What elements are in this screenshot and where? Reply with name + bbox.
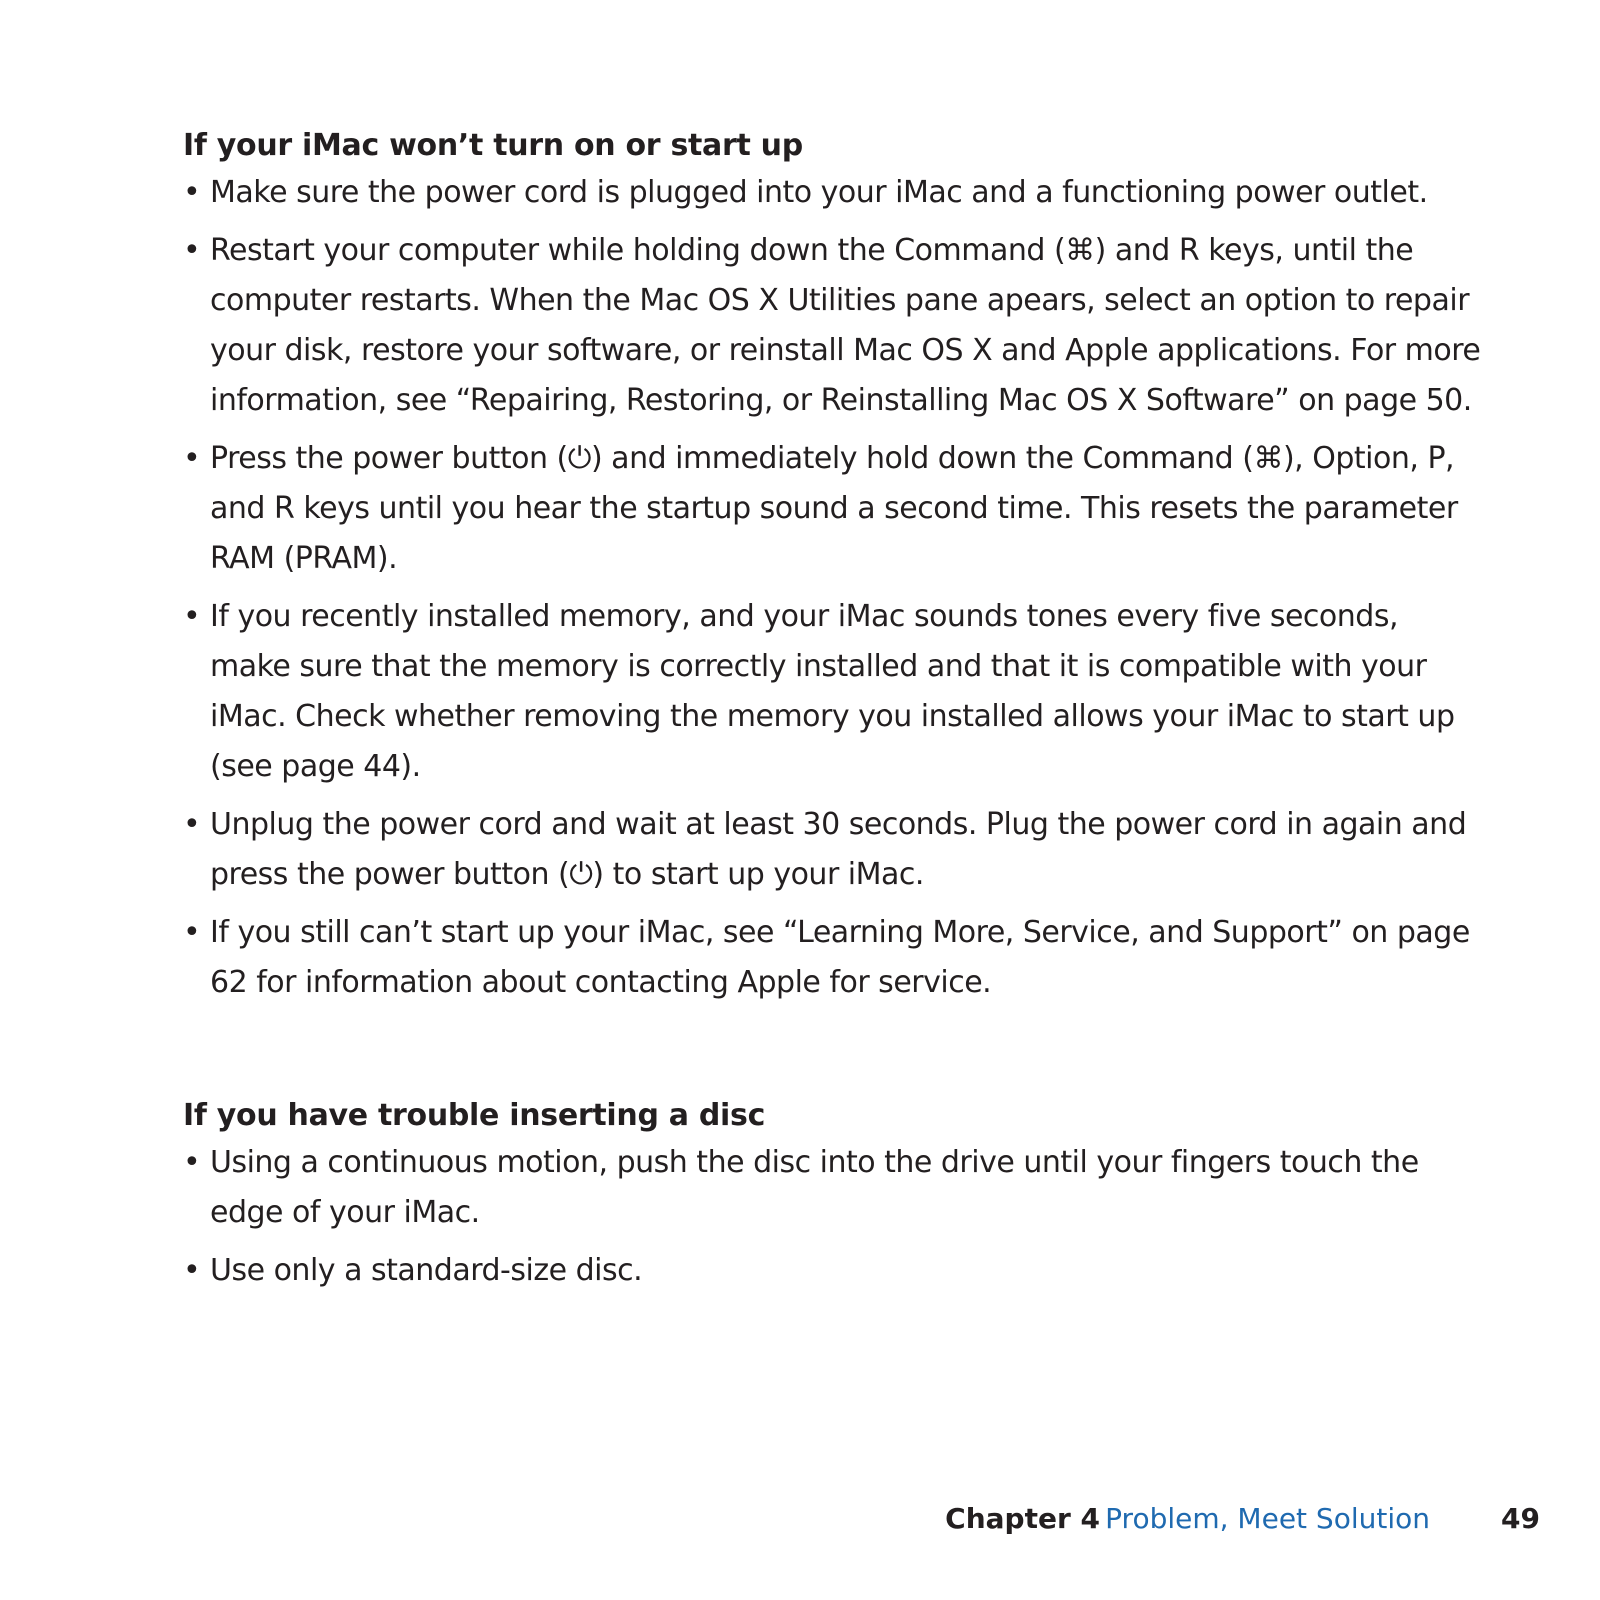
chapter-label: Chapter 4 [945,1502,1100,1535]
section-heading: If you have trouble inserting a disc [183,1098,766,1133]
bullet-icon: • [183,1145,201,1180]
bullet-icon: • [183,233,201,268]
list-item-text: If you recently installed memory, and your iMac sounds tones every five seconds, make sure that the memory is correctly installed and that it is compatible with your iMac. Check whether removing the memory you installed allows your iMac to start up (see page 44). [210,599,1455,784]
bullet-icon: • [183,1253,201,1288]
list-item [183,434,1483,584]
bullet-icon: • [183,599,201,634]
bullet-icon: • [183,175,201,210]
list-item [183,592,1483,792]
list-item-text: If you still can’t start up your iMac, see “Learning More, Service, and Support” on page 62 for information about contacting Apple for service. [210,915,1470,1000]
section-disc [183,1098,1483,1296]
list-item [183,168,1483,218]
bullet-icon: • [183,441,201,476]
list-item [183,908,1483,1008]
section-startup [183,128,1483,1008]
bullet-icon: • [183,915,201,950]
list-item-text: Using a continuous motion, push the disc into the drive until your fingers touch the edge of your iMac. [210,1145,1419,1230]
page-number: 49 [1501,1502,1540,1535]
chapter-title: Problem, Meet Solution [1105,1502,1430,1535]
list-item [183,226,1483,426]
page-footer [0,1499,1600,1539]
list-item-text: Restart your computer while holding down the Command (⌘) and R keys, until the computer restarts. When the Mac OS X Utilities pane apears, select an option to repair your disk, restore your software, or reinstall Mac OS X and Apple applications. For more information, see “Repairing, Restoring, or Reinstalling Mac OS X Software” on page 50. [210,233,1481,418]
list-item-text: Unplug the power cord and wait at least 30 seconds. Plug the power cord in again and press the power button (⏻) to start up your iMac. [210,807,1467,892]
bullet-list [183,168,1483,1008]
list-item-text: Press the power button (⏻) and immediately hold down the Command (⌘), Option, P, and R keys until you hear the startup sound a second time. This resets the parameter RAM (PRAM). [210,441,1458,576]
list-item-text: Use only a standard-size disc. [210,1253,643,1288]
bullet-icon: • [183,807,201,842]
section-heading: If your iMac won’t turn on or start up [183,128,803,163]
list-item [183,800,1483,900]
list-item-text: Make sure the power cord is plugged into your iMac and a functioning power outlet. [210,175,1428,210]
list-item [183,1246,1483,1296]
bullet-list [183,1138,1483,1296]
list-item [183,1138,1483,1238]
